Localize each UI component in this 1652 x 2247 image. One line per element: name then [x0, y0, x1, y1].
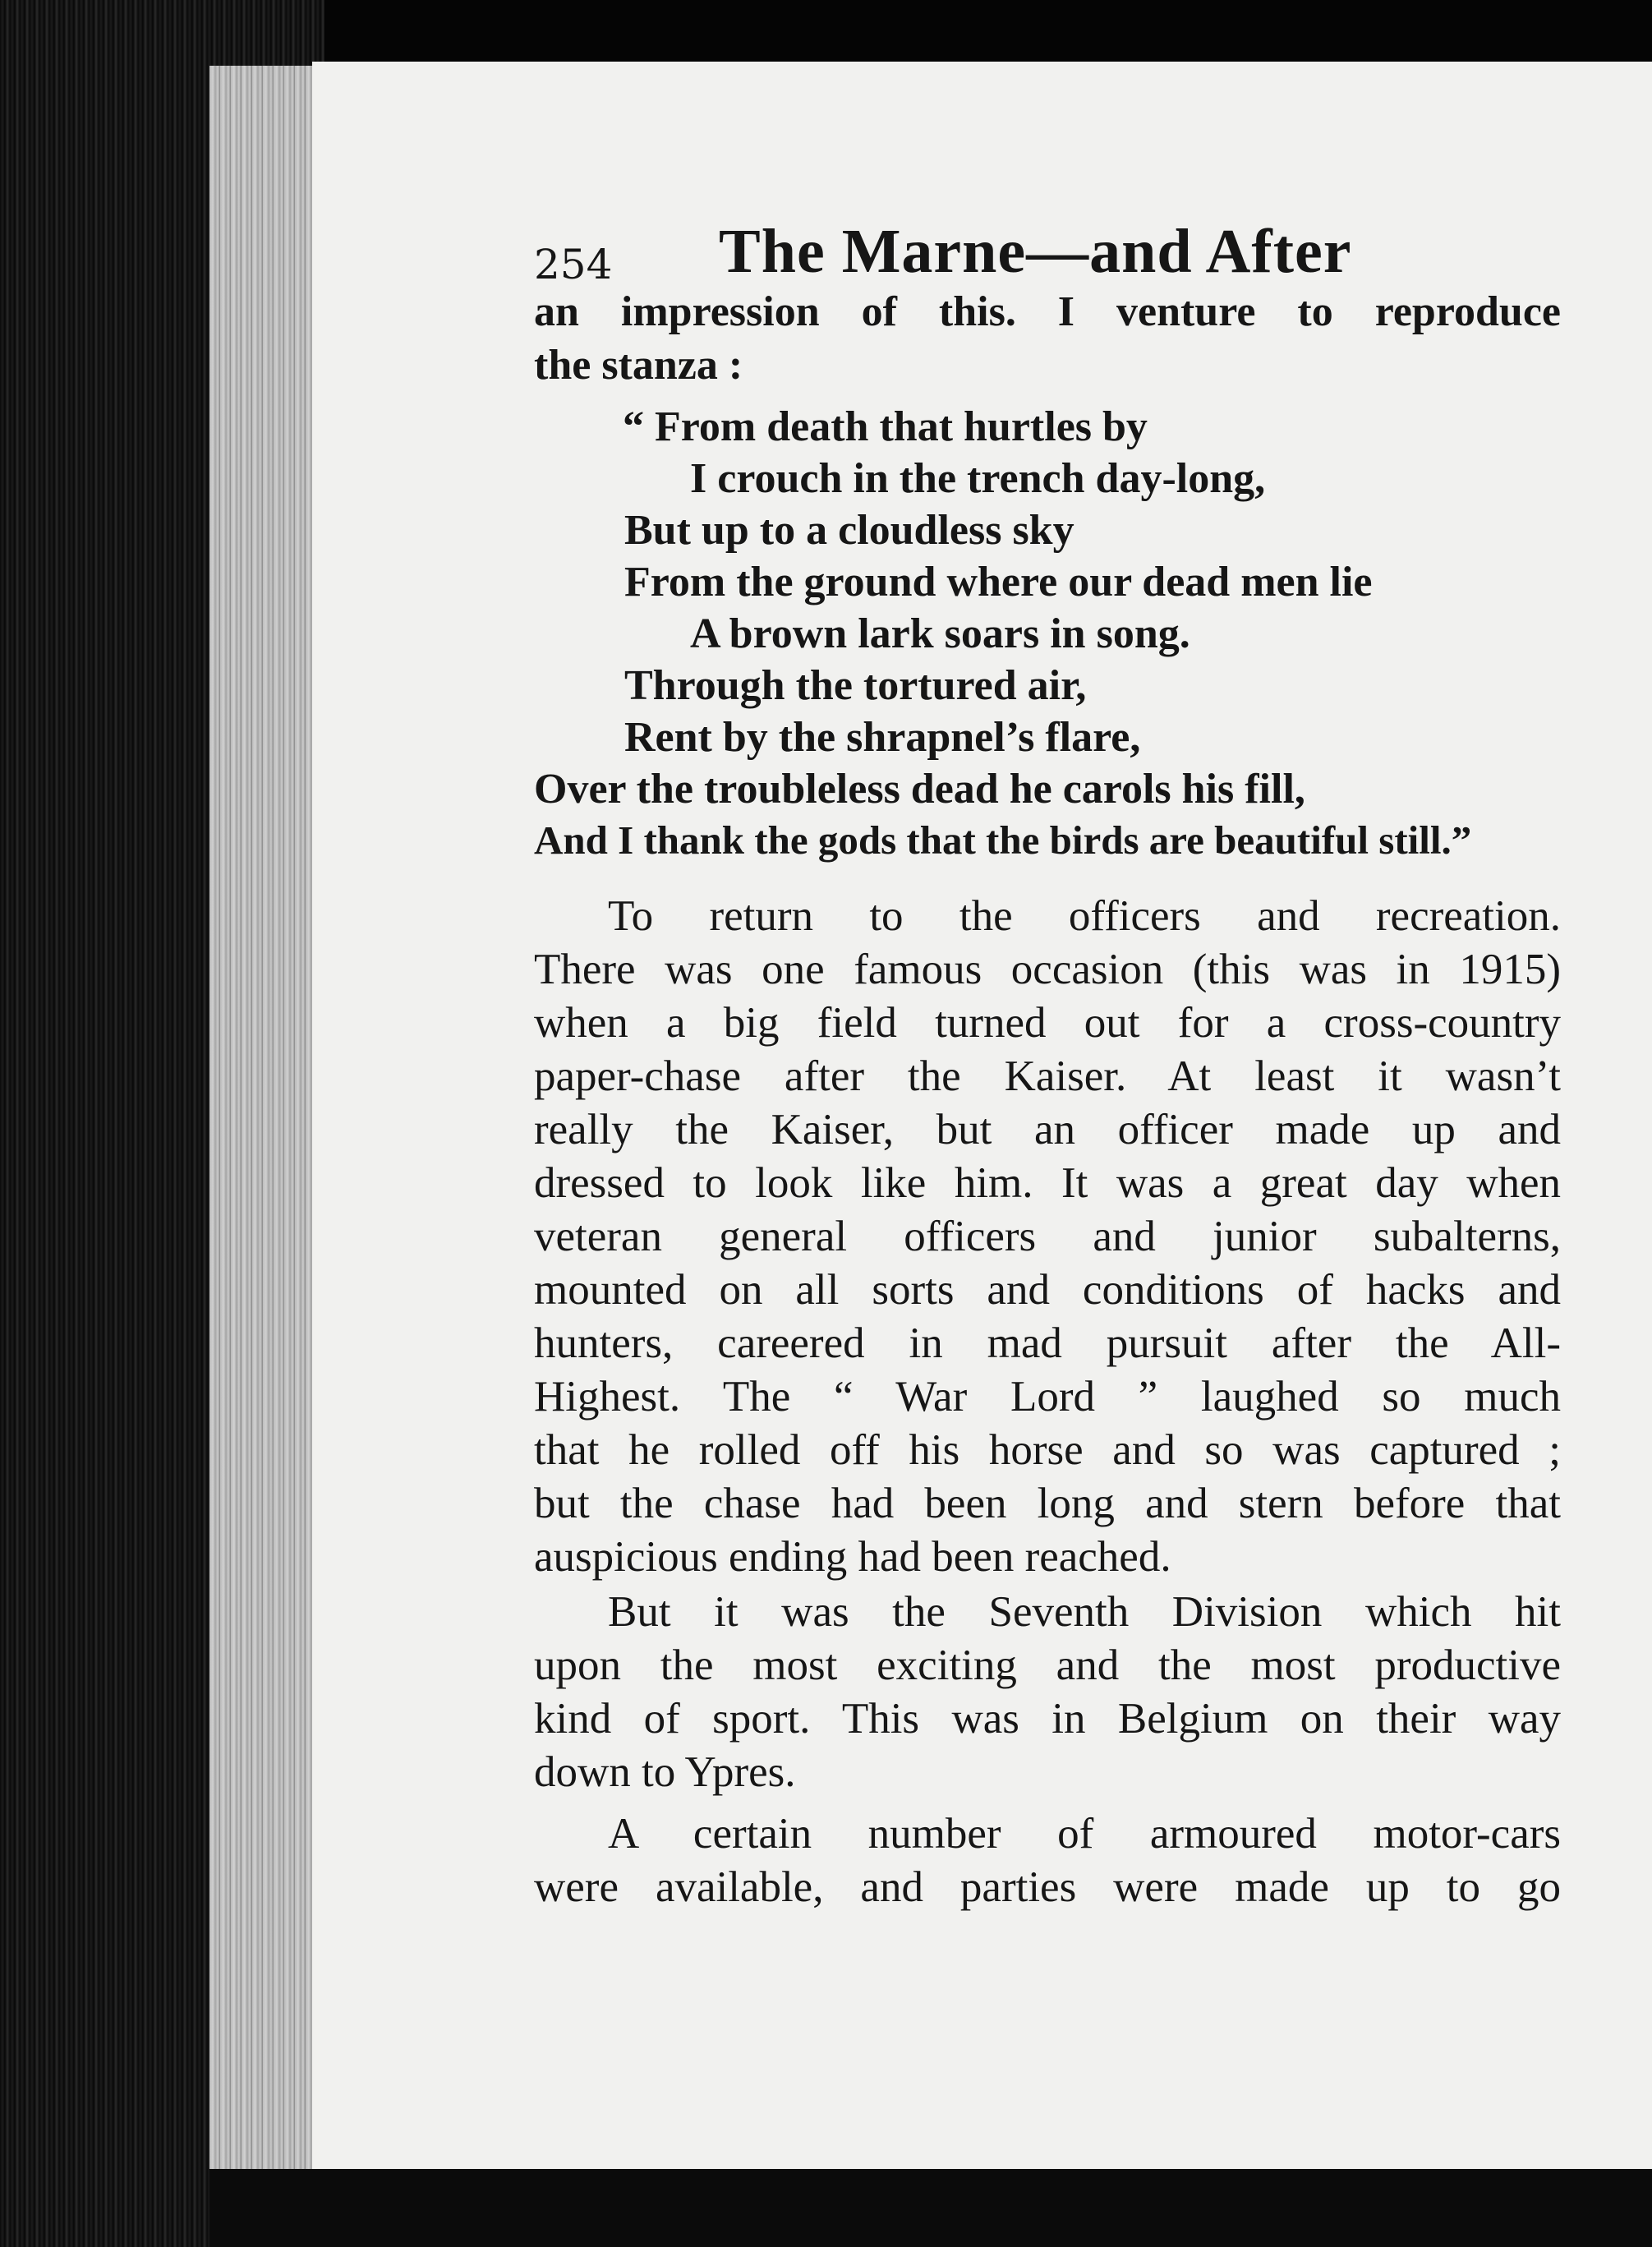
poem-line: Through the tortured air, — [624, 662, 1087, 709]
paragraph-line: really the Kaiser, but an officer made up and — [534, 1106, 1561, 1153]
poem-line: But up to a cloudless sky — [624, 507, 1074, 554]
poem-line: “ From death that hurtles by — [623, 403, 1148, 450]
paragraph-line: There was one famous occasion (this was in 1915) — [534, 946, 1561, 993]
paragraph-line: but the chase had been long and stern before that — [534, 1480, 1561, 1527]
poem-line: From the ground where our dead men lie — [624, 559, 1373, 605]
paragraph-line: kind of sport. This was in Belgium on their way — [534, 1695, 1561, 1743]
paragraph-line: Highest. The “ War Lord ” laughed so much — [534, 1373, 1561, 1420]
paragraph-line: down to Ypres. — [534, 1748, 796, 1796]
paragraph-line: were available, and parties were made up to go — [534, 1863, 1561, 1911]
paragraph-line: veteran general officers and junior subalterns, — [534, 1213, 1561, 1260]
paragraph-line: paper-chase after the Kaiser. At least it wasn’t — [534, 1052, 1561, 1100]
paragraph-line: But it was the Seventh Division which hit — [608, 1588, 1561, 1636]
poem-line: And I thank the gods that the birds are beautiful still.” — [534, 817, 1472, 863]
paragraph-line: that he rolled off his horse and so was captured ; — [534, 1426, 1561, 1474]
paragraph-line: hunters, careered in mad pursuit after the All- — [534, 1319, 1561, 1367]
running-head: The Marne—and After — [719, 217, 1352, 286]
poem-line: I crouch in the trench day-long, — [690, 455, 1266, 502]
paragraph-line: mounted on all sorts and conditions of hacks and — [534, 1266, 1561, 1314]
page-bottom-shadow — [209, 2169, 1652, 2247]
page-fore-edge — [209, 66, 316, 2202]
poem-line: A brown lark soars in song. — [690, 610, 1190, 657]
poem-line: Rent by the shrapnel’s flare, — [624, 714, 1141, 761]
paragraph-line: dressed to look like him. It was a great day when — [534, 1159, 1561, 1207]
paragraph-line: A certain number of armoured motor-cars — [608, 1810, 1561, 1858]
paragraph-line: auspicious ending had been reached. — [534, 1533, 1171, 1581]
intro-line: the stanza : — [534, 342, 743, 389]
book-page — [312, 62, 1652, 2198]
paragraph-line: upon the most exciting and the most productive — [534, 1642, 1561, 1689]
paragraph-line: when a big field turned out for a cross-country — [534, 999, 1561, 1047]
page-number: 254 — [534, 241, 613, 288]
paragraph-line: To return to the officers and recreation. — [608, 892, 1561, 940]
page-header — [534, 201, 1652, 292]
poem-line: Over the troubleless dead he carols his fill, — [534, 766, 1305, 813]
intro-line: an impression of this. I venture to reproduce — [534, 288, 1561, 335]
